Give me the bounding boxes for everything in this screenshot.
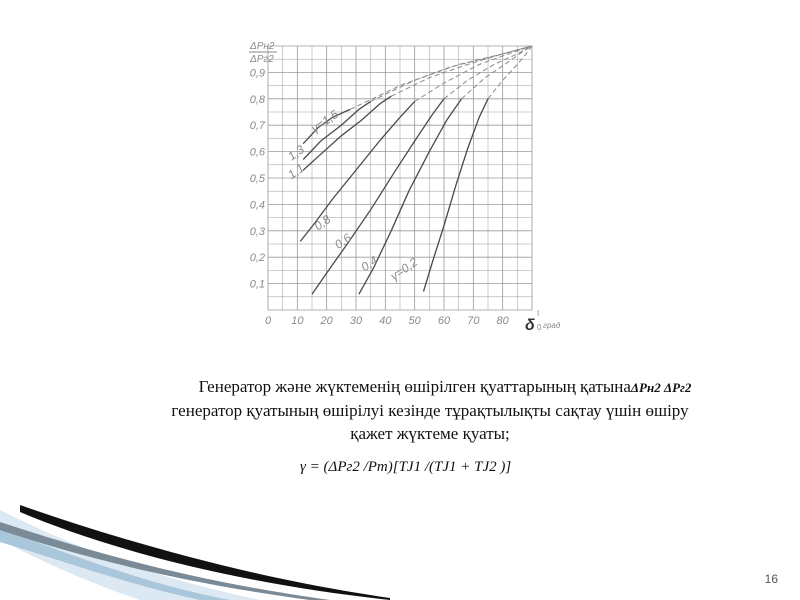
caption-ratio: ΔPн2 ΔPг2 (630, 380, 692, 395)
x-tick-label: 80 (496, 315, 509, 327)
curve-label: 0,4 (358, 253, 381, 275)
y-tick-label: 0,8 (249, 93, 265, 106)
chart-container (240, 30, 570, 340)
caption-line-2: генератор қуатының өшірілуі кезінде тұрақтылықты сақтау үшін өшіру (171, 401, 689, 420)
y-tick-label: 0,2 (249, 252, 265, 265)
page-number: 16 (764, 572, 778, 586)
x-axis-label-super: I (537, 309, 540, 318)
y-tick-label: 0,5 (249, 173, 265, 185)
x-tick-label: 30 (349, 315, 363, 327)
y-tick-label: 0,7 (249, 120, 265, 133)
ticks (250, 67, 510, 327)
curve-solid (424, 99, 489, 292)
chart-svg (240, 30, 570, 340)
caption-line-1 (110, 375, 750, 399)
x-tick-label: 40 (379, 315, 392, 327)
decorative-swoosh (0, 500, 400, 600)
curve-label: 0,8 (311, 212, 334, 234)
curve-label: γ=0,2 (387, 254, 421, 284)
curve-label: 1,3 (285, 142, 307, 164)
curve-label: γ=1,5 (308, 107, 341, 136)
formula: γ = (ΔPг2 /Pm)[TJ1 /(TJ1 + TJ2 )] (300, 459, 512, 475)
caption-line-1-text: Генератор және жүктеменің өшірілген қуаттарының қатына (198, 377, 631, 396)
x-axis-label-sub: 0 (537, 323, 542, 332)
y-tick-label: 0,6 (249, 146, 265, 159)
y-tick-label: 0,3 (249, 225, 265, 238)
x-tick-label: 10 (291, 315, 304, 327)
x-tick-label: 60 (437, 315, 451, 327)
caption-line-3: қажет жүктеме қуаты; (350, 424, 510, 443)
curve-label: 1,1 (285, 160, 307, 182)
x-tick-label: 70 (467, 315, 480, 327)
y-axis-label-top: ΔPн2 (250, 41, 275, 52)
y-tick-label: 0,1 (249, 278, 265, 291)
x-axis-label: δ (525, 317, 535, 334)
x-axis-unit: град (543, 321, 561, 330)
y-axis-label-bottom: ΔPг2 (250, 54, 274, 65)
x-tick-label: 0 (264, 315, 272, 327)
curve-label: 0,6 (332, 230, 354, 252)
caption (110, 375, 750, 445)
y-tick-label: 0,4 (249, 199, 265, 212)
x-tick-label: 20 (320, 315, 333, 327)
swoosh-light-band (0, 510, 260, 600)
y-tick-label: 0,9 (249, 67, 265, 80)
x-tick-label: 50 (408, 315, 421, 327)
